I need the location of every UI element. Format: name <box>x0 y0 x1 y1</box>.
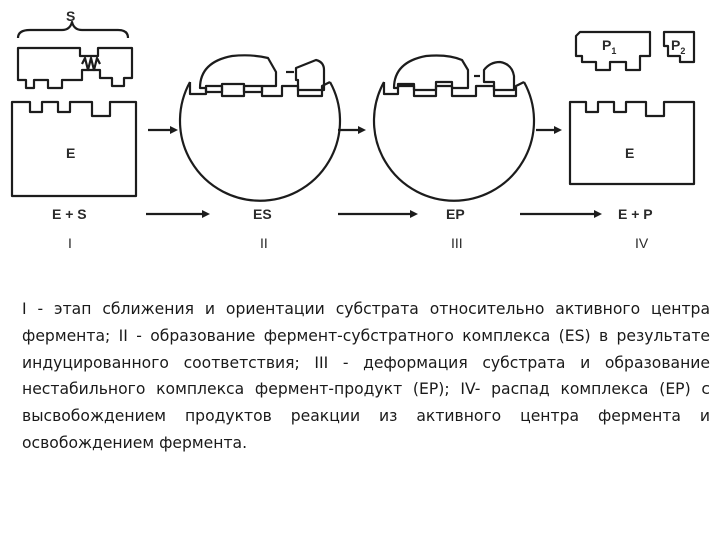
substrate-piece-es <box>296 60 324 90</box>
stage-numerals <box>68 235 649 251</box>
arrow-top-2 <box>338 126 366 134</box>
formula-stage-4: E + P <box>618 206 653 222</box>
enzyme-label-free: E <box>625 145 635 161</box>
product-bound-ep-1 <box>394 56 468 91</box>
stage-3-enzyme-product-complex <box>374 56 534 201</box>
arrow-bottom-2 <box>338 210 418 218</box>
enzyme-block-free <box>570 102 694 184</box>
substrate-brace <box>18 22 128 38</box>
numeral-stage-2: II <box>260 235 268 251</box>
enzyme-circle-ep <box>374 82 534 201</box>
stage-2-enzyme-substrate-complex <box>180 55 340 200</box>
formula-stage-1: E + S <box>52 206 87 222</box>
numeral-stage-3: III <box>451 235 463 251</box>
substrate-shape <box>18 48 132 88</box>
stage-1-enzyme-substrate-approach <box>12 8 136 196</box>
enzyme-label: E <box>66 145 76 161</box>
diagram-caption: I - этап сближения и ориентации субстрата относительно активного центра фермента; II - образование фермент-субстратного комплекса (ES) в результате индуцированного соответствия; III - деформация субстрата и образование нестабильного комплекса фермент-продукт (EP); IV- распад комплекса (EP) с высвобождением продуктов реакции из активного центра фермента и освобождением фермента. <box>22 300 710 452</box>
product-2-label: $P_2$ <box>671 37 686 56</box>
numeral-stage-4: IV <box>635 235 649 251</box>
reaction-arrows <box>146 126 602 218</box>
arrow-bottom-3 <box>520 210 602 218</box>
arrow-top-1 <box>148 126 178 134</box>
stage-4-enzyme-plus-products <box>570 32 694 184</box>
substrate-label: S <box>66 8 76 24</box>
enzyme-circle-es <box>180 82 340 201</box>
substrate-spring-bond <box>82 58 100 70</box>
formula-stage-3: EP <box>446 206 465 222</box>
formula-stage-2: ES <box>253 206 272 222</box>
numeral-stage-1: I <box>68 235 72 251</box>
arrow-top-3 <box>536 126 562 134</box>
arrow-bottom-1 <box>146 210 210 218</box>
product-1-label: $P_1$ <box>602 37 617 56</box>
